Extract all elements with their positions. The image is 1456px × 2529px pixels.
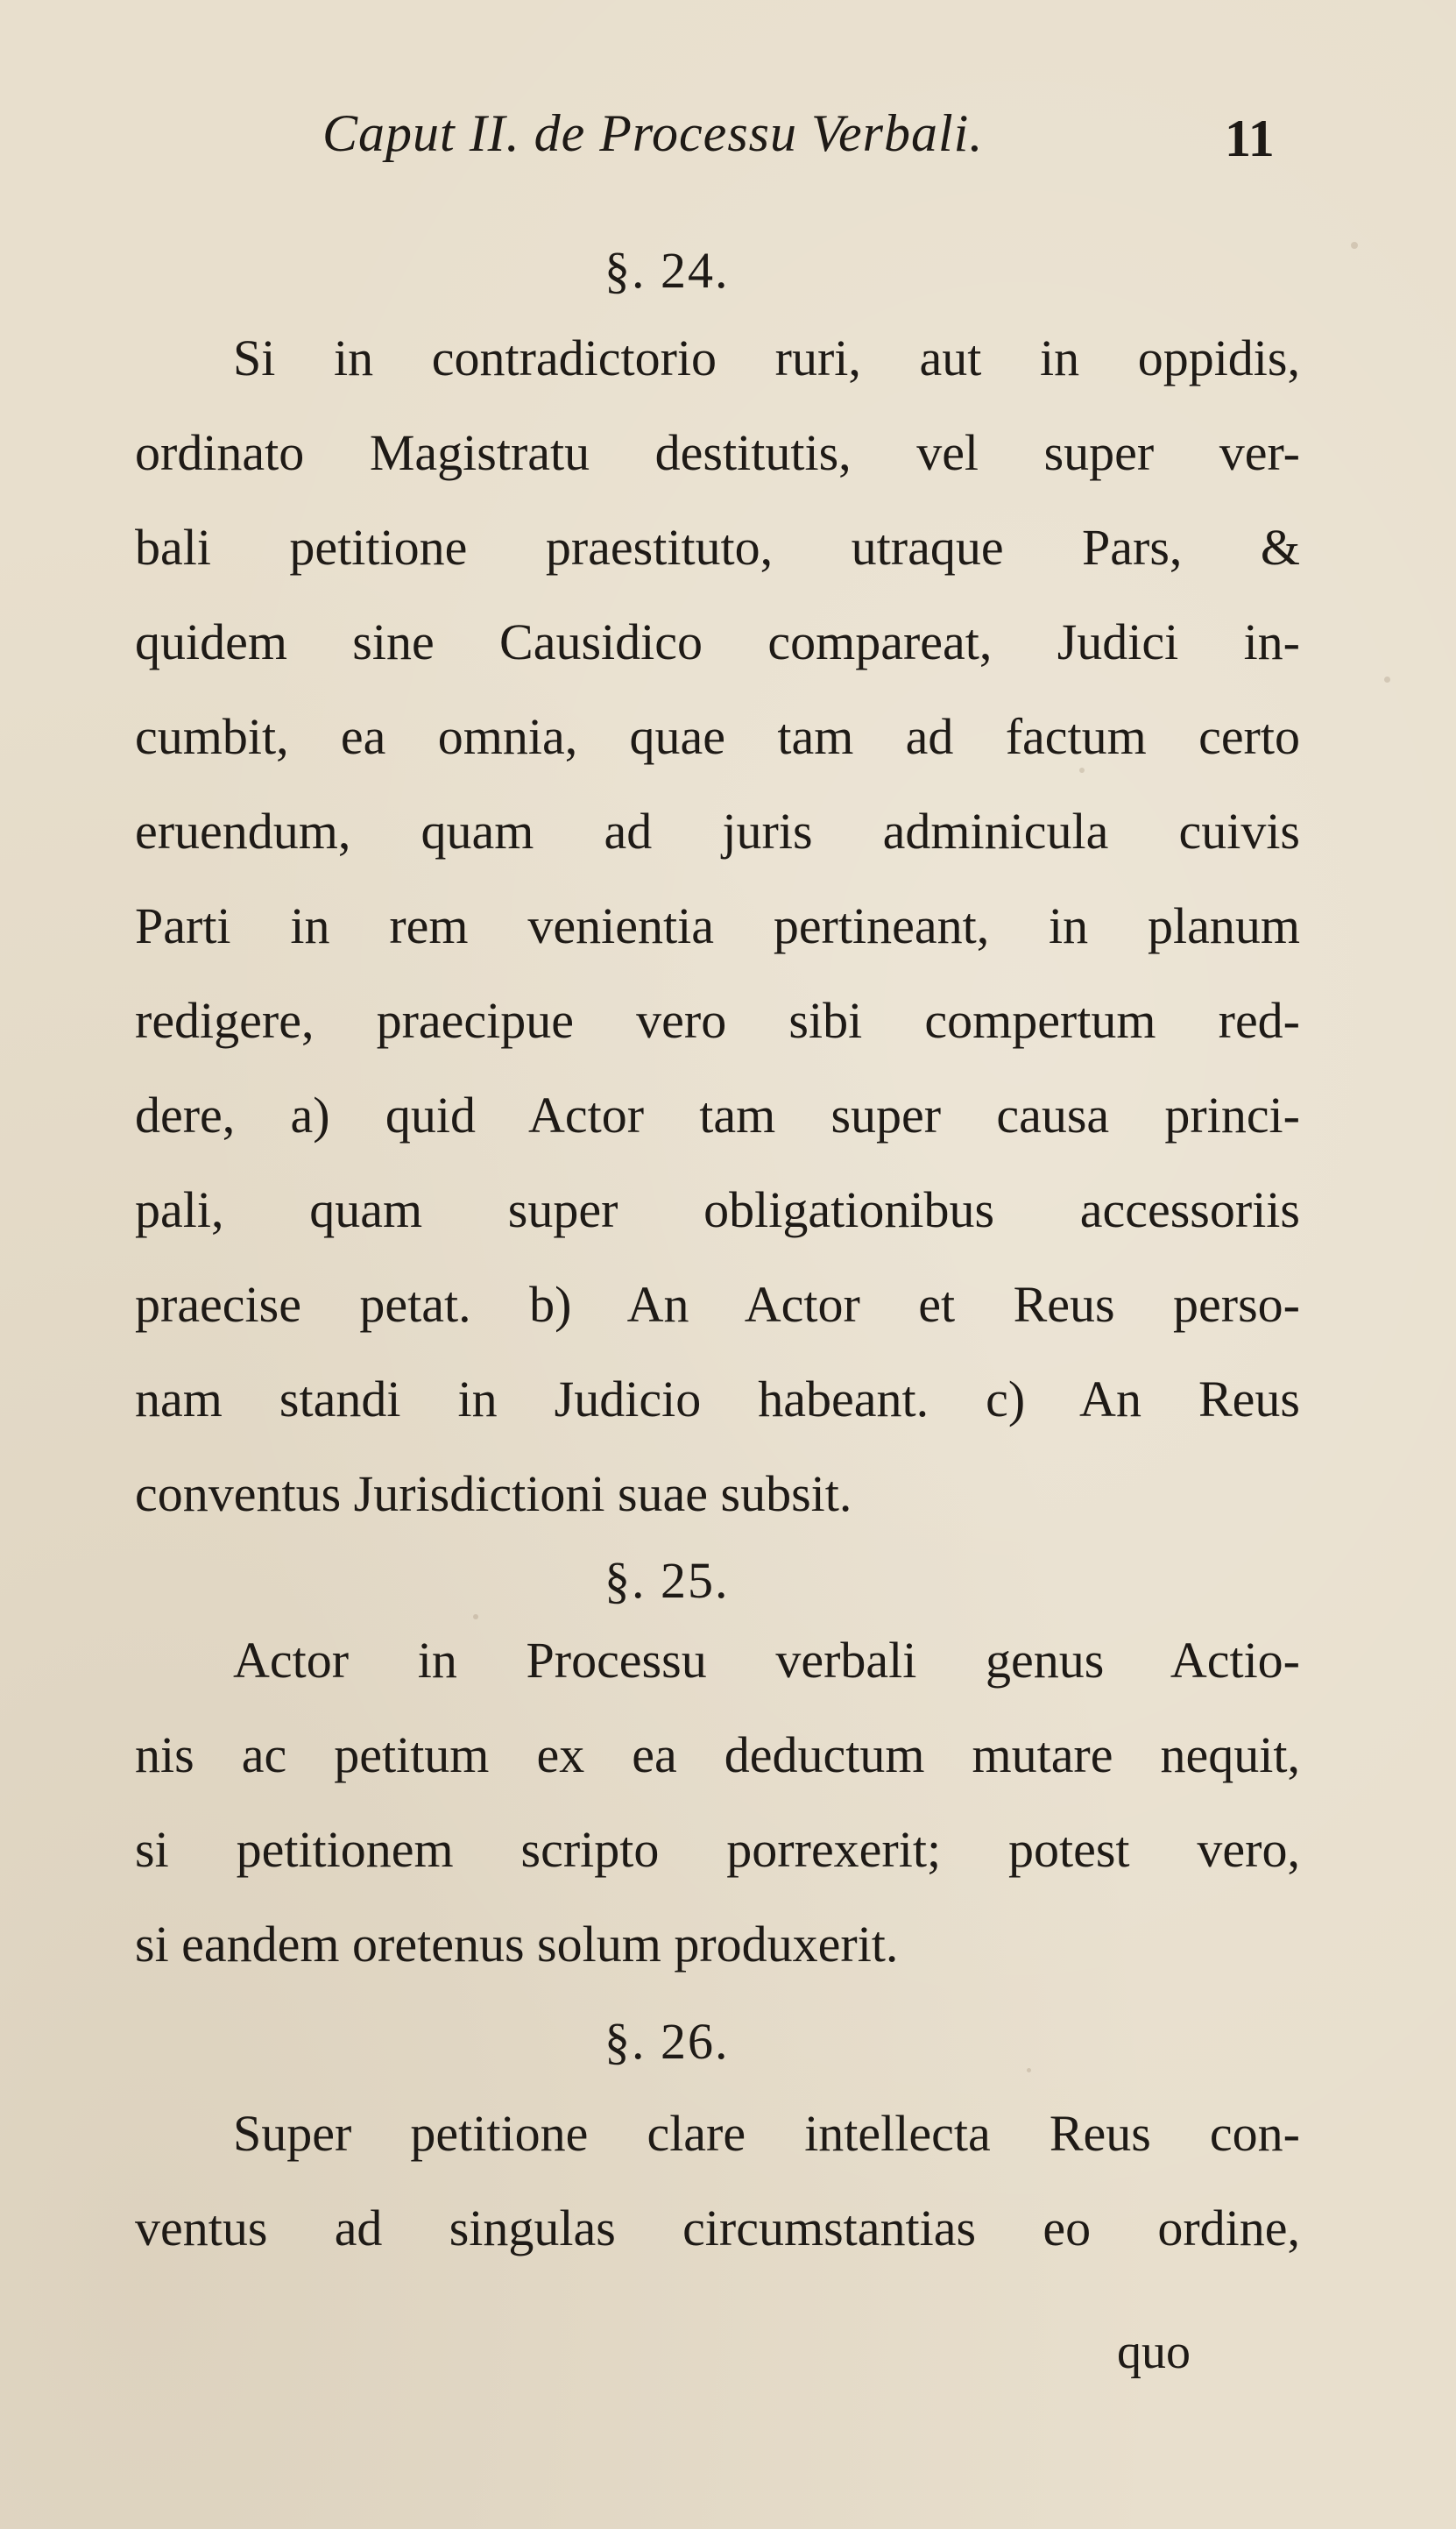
- paper-spot: [1384, 677, 1390, 683]
- text-line: praecise petat. b) An Actor et Reus perso-: [135, 1276, 1300, 1333]
- text-line: ventus ad singulas circumstantias eo ordine,: [135, 2200, 1300, 2256]
- section-mark: §. 24.: [604, 242, 730, 299]
- text-line: dere, a) quid Actor tam super causa princi-: [135, 1087, 1300, 1144]
- text-line: conventus Jurisdictioni suae subsit.: [135, 1465, 852, 1522]
- paper-spot: [473, 1614, 478, 1619]
- catchword: quo: [1117, 2325, 1191, 2379]
- paper-spot: [1027, 2068, 1031, 2072]
- text-line: bali petitione praestituto, utraque Pars, &: [135, 519, 1300, 576]
- text-line: ordinato Magistratu destitutis, vel super ver-: [135, 424, 1300, 481]
- section-mark: §. 25.: [604, 1552, 730, 1609]
- running-title: Caput II. de Processu Verbali.: [322, 104, 984, 162]
- paper-spot: [1079, 768, 1085, 773]
- page-number: 11: [1225, 110, 1275, 167]
- text-line: si petitionem scripto porrexerit; potest vero,: [135, 1821, 1300, 1878]
- text-line: cumbit, ea omnia, quae tam ad factum certo: [135, 708, 1300, 765]
- text-line: eruendum, quam ad juris adminicula cuivis: [135, 803, 1300, 860]
- text-line: si eandem oretenus solum produxerit.: [135, 1916, 899, 1973]
- text-line: Si in contradictorio ruri, aut in oppidis,: [233, 329, 1300, 386]
- text-line: Actor in Processu verbali genus Actio-: [233, 1632, 1300, 1689]
- text-line: Parti in rem venientia pertineant, in planum: [135, 897, 1300, 954]
- text-line: pali, quam super obligationibus accessoriis: [135, 1181, 1300, 1238]
- text-line: nis ac petitum ex ea deductum mutare nequit,: [135, 1726, 1300, 1783]
- text-line: Super petitione clare intellecta Reus con-: [233, 2105, 1300, 2162]
- paper-spot: [1351, 242, 1358, 249]
- section-mark: §. 26.: [604, 2013, 730, 2070]
- text-line: redigere, praecipue vero sibi compertum red-: [135, 992, 1300, 1049]
- text-line: quidem sine Causidico compareat, Judici in-: [135, 613, 1300, 670]
- text-line: nam standi in Judicio habeant. c) An Reus: [135, 1371, 1300, 1427]
